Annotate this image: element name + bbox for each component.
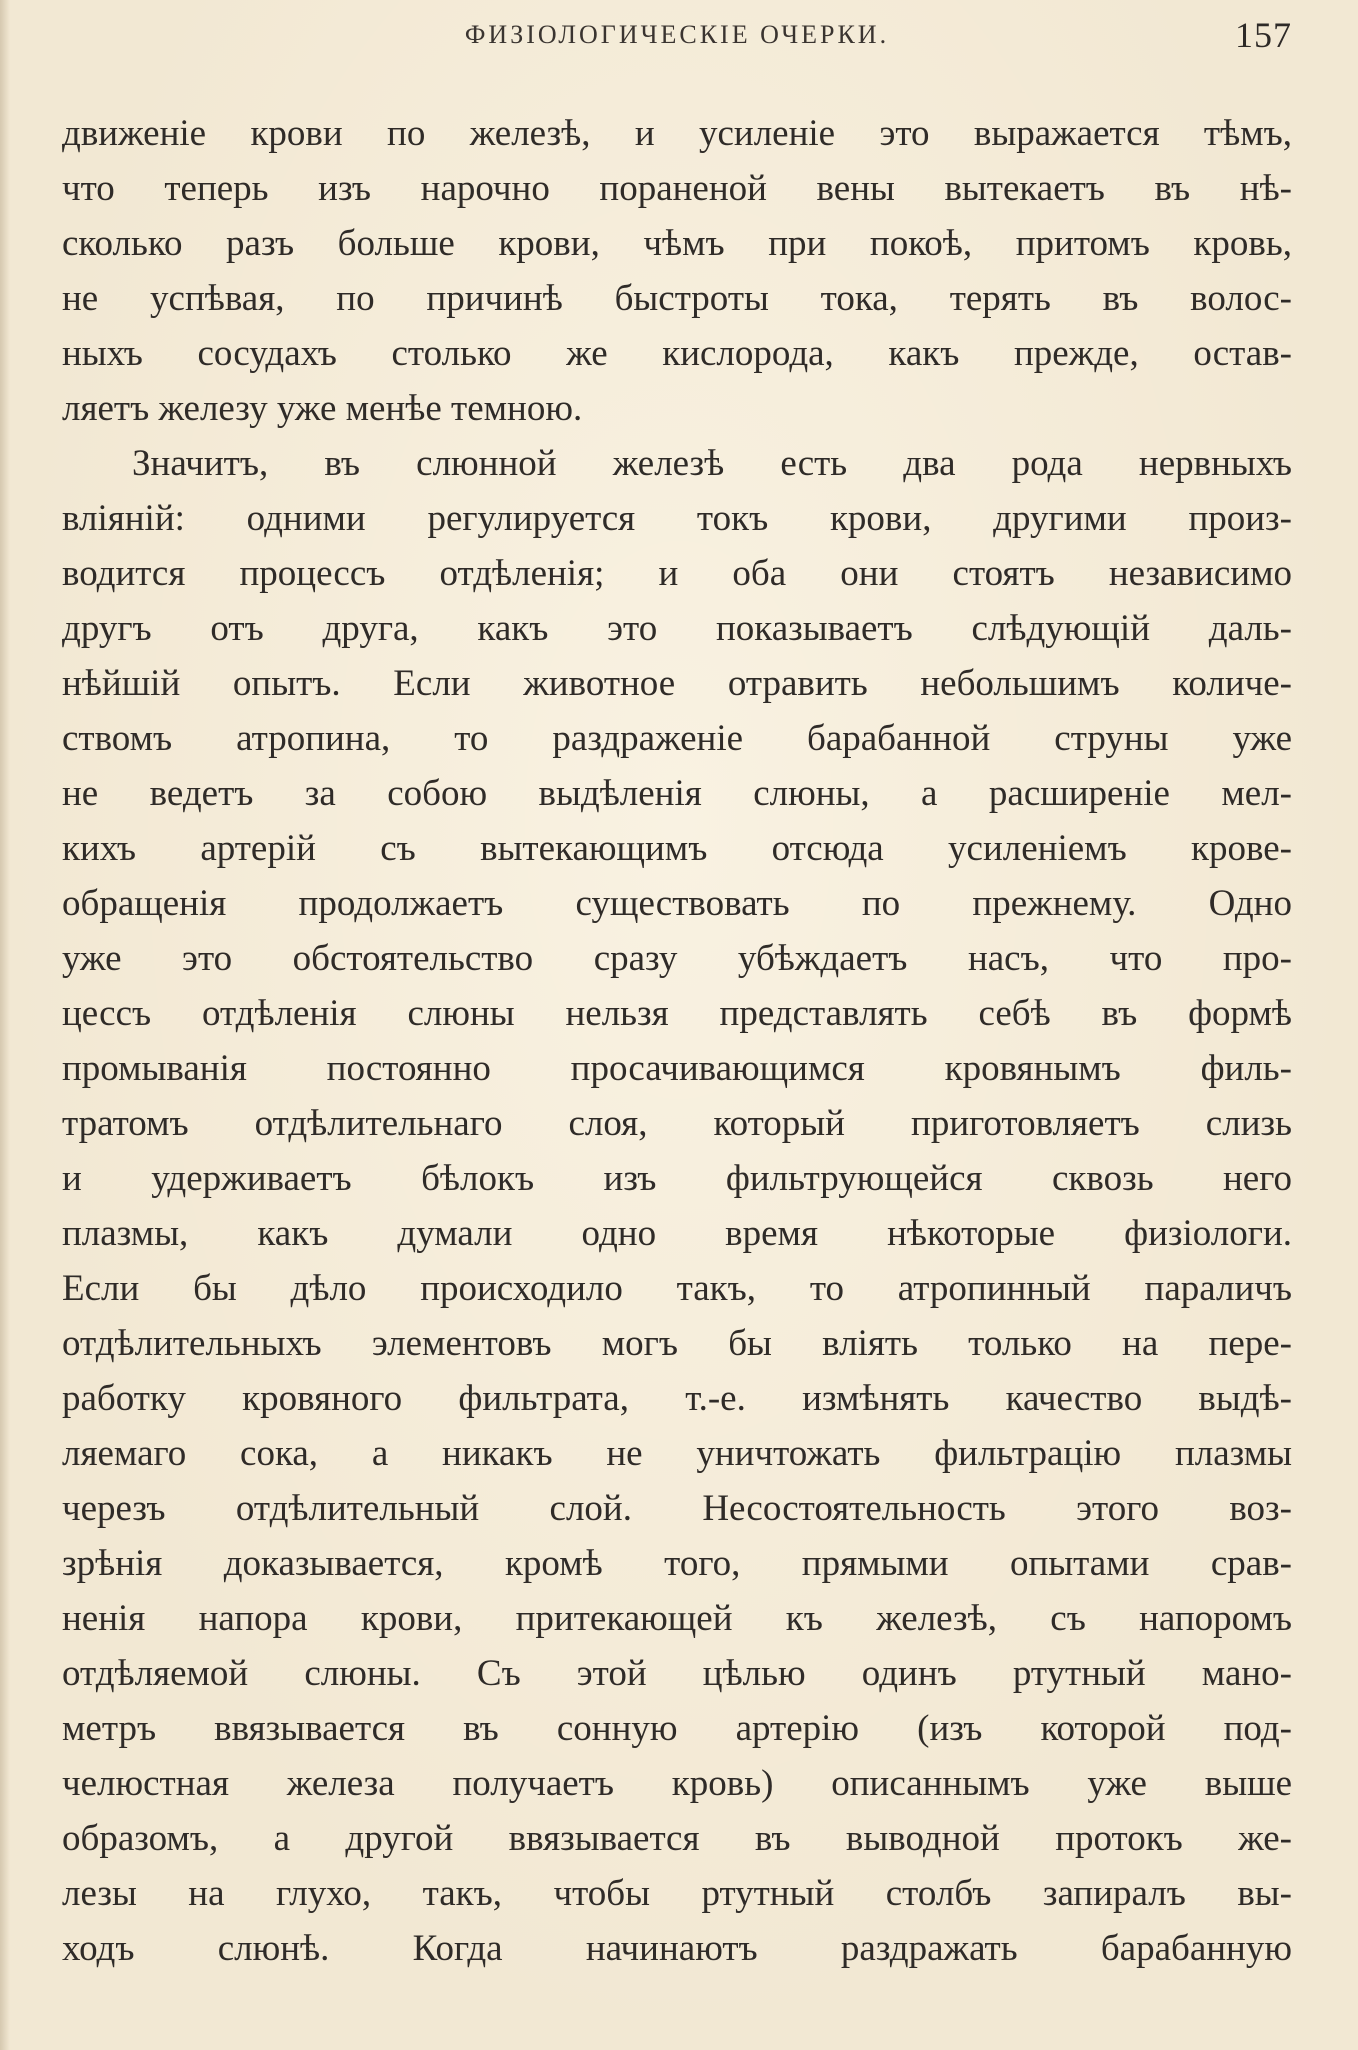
text-line: зрѣнiя доказывается, кромѣ того, прямыми опытами срав- — [62, 1543, 1292, 1584]
text-line: метръ ввязывается въ сонную артерiю (изъ которой под- — [62, 1708, 1292, 1749]
text-line: другъ отъ друга, какъ это показываетъ слѣдующiй даль- — [62, 608, 1292, 649]
text-line: что теперь изъ нарочно пораненой вены вытекаетъ въ нѣ- — [62, 168, 1292, 209]
text-line: не ведетъ за собою выдѣленiя слюны, а расширенiе мел- — [62, 773, 1292, 814]
text-line: ствомъ атропина, то раздраженiе барабанной струны уже — [62, 718, 1292, 759]
text-line: плазмы, какъ думали одно время нѣкоторые физiологи. — [62, 1213, 1292, 1254]
text-line: ныхъ сосудахъ столько же кислорода, какъ прежде, остав- — [62, 333, 1292, 374]
text-line: ходъ слюнѣ. Когда начинаютъ раздражать барабанную — [62, 1928, 1292, 1969]
text-line: не успѣвая, по причинѣ быстроты тока, терять въ волос- — [62, 278, 1292, 319]
text-line-paragraph-end: ляетъ железу уже менѣе темною. — [62, 388, 583, 429]
body-text — [62, 106, 1292, 1976]
text-line: образомъ, а другой ввязывается въ выводной протокъ же- — [62, 1818, 1292, 1859]
page-number: 157 — [1235, 15, 1292, 55]
text-line: водится процессъ отдѣленiя; и оба они стоятъ независимо — [62, 553, 1292, 594]
text-line: ляемаго сока, а никакъ не уничтожать фильтрацiю плазмы — [62, 1433, 1292, 1474]
text-line: обращенiя продолжаетъ существовать по прежнему. Одно — [62, 883, 1292, 924]
text-line: промыванiя постоянно просачивающимся кровянымъ филь- — [62, 1048, 1292, 1089]
text-line: цессъ отдѣленiя слюны нельзя представлять себѣ въ формѣ — [62, 993, 1292, 1034]
text-line-paragraph-start: Значитъ, въ слюнной железѣ есть два рода нервныхъ — [132, 443, 1292, 484]
text-line: влiянiй: одними регулируется токъ крови, другими произ- — [62, 498, 1292, 539]
running-title: ФИЗIОЛОГИЧЕСКIЕ ОЧЕРКИ. — [464, 20, 890, 49]
text-line: уже это обстоятельство сразу убѣждаетъ насъ, что про- — [62, 938, 1292, 979]
text-line: движенiе крови по железѣ, и усиленiе это выражается тѣмъ, — [62, 113, 1292, 154]
text-line: сколько разъ больше крови, чѣмъ при покоѣ, притомъ кровь, — [62, 223, 1292, 264]
text-line: отдѣляемой слюны. Съ этой цѣлью одинъ ртутный мано- — [62, 1653, 1292, 1694]
text-line: тратомъ отдѣлительнаго слоя, который приготовляетъ слизь — [62, 1103, 1292, 1144]
text-line: нѣйшiй опытъ. Если животное отравить небольшимъ количе- — [62, 663, 1292, 704]
text-line: ненiя напора крови, притекающей къ железѣ, съ напоромъ — [62, 1598, 1292, 1639]
text-line: кихъ артерiй съ вытекающимъ отсюда усиленiемъ крове- — [62, 828, 1292, 869]
text-line: отдѣлительныхъ элементовъ могъ бы влiять только на пере- — [62, 1323, 1292, 1364]
page-edge-shadow — [0, 0, 10, 2050]
text-line: черезъ отдѣлительный слой. Несостоятельность этого воз- — [62, 1488, 1292, 1529]
running-head — [62, 14, 1292, 58]
text-line: Если бы дѣло происходило такъ, то атропинный параличъ — [62, 1268, 1292, 1309]
text-line: челюстная железа получаетъ кровь) описаннымъ уже выше — [62, 1763, 1292, 1804]
text-line: и удерживаетъ бѣлокъ изъ фильтрующейся сквозь него — [62, 1158, 1292, 1199]
text-line: работку кровяного фильтрата, т.-е. измѣнять качество выдѣ- — [62, 1378, 1292, 1419]
text-line: лезы на глухо, такъ, чтобы ртутный столбъ запиралъ вы- — [62, 1873, 1292, 1914]
